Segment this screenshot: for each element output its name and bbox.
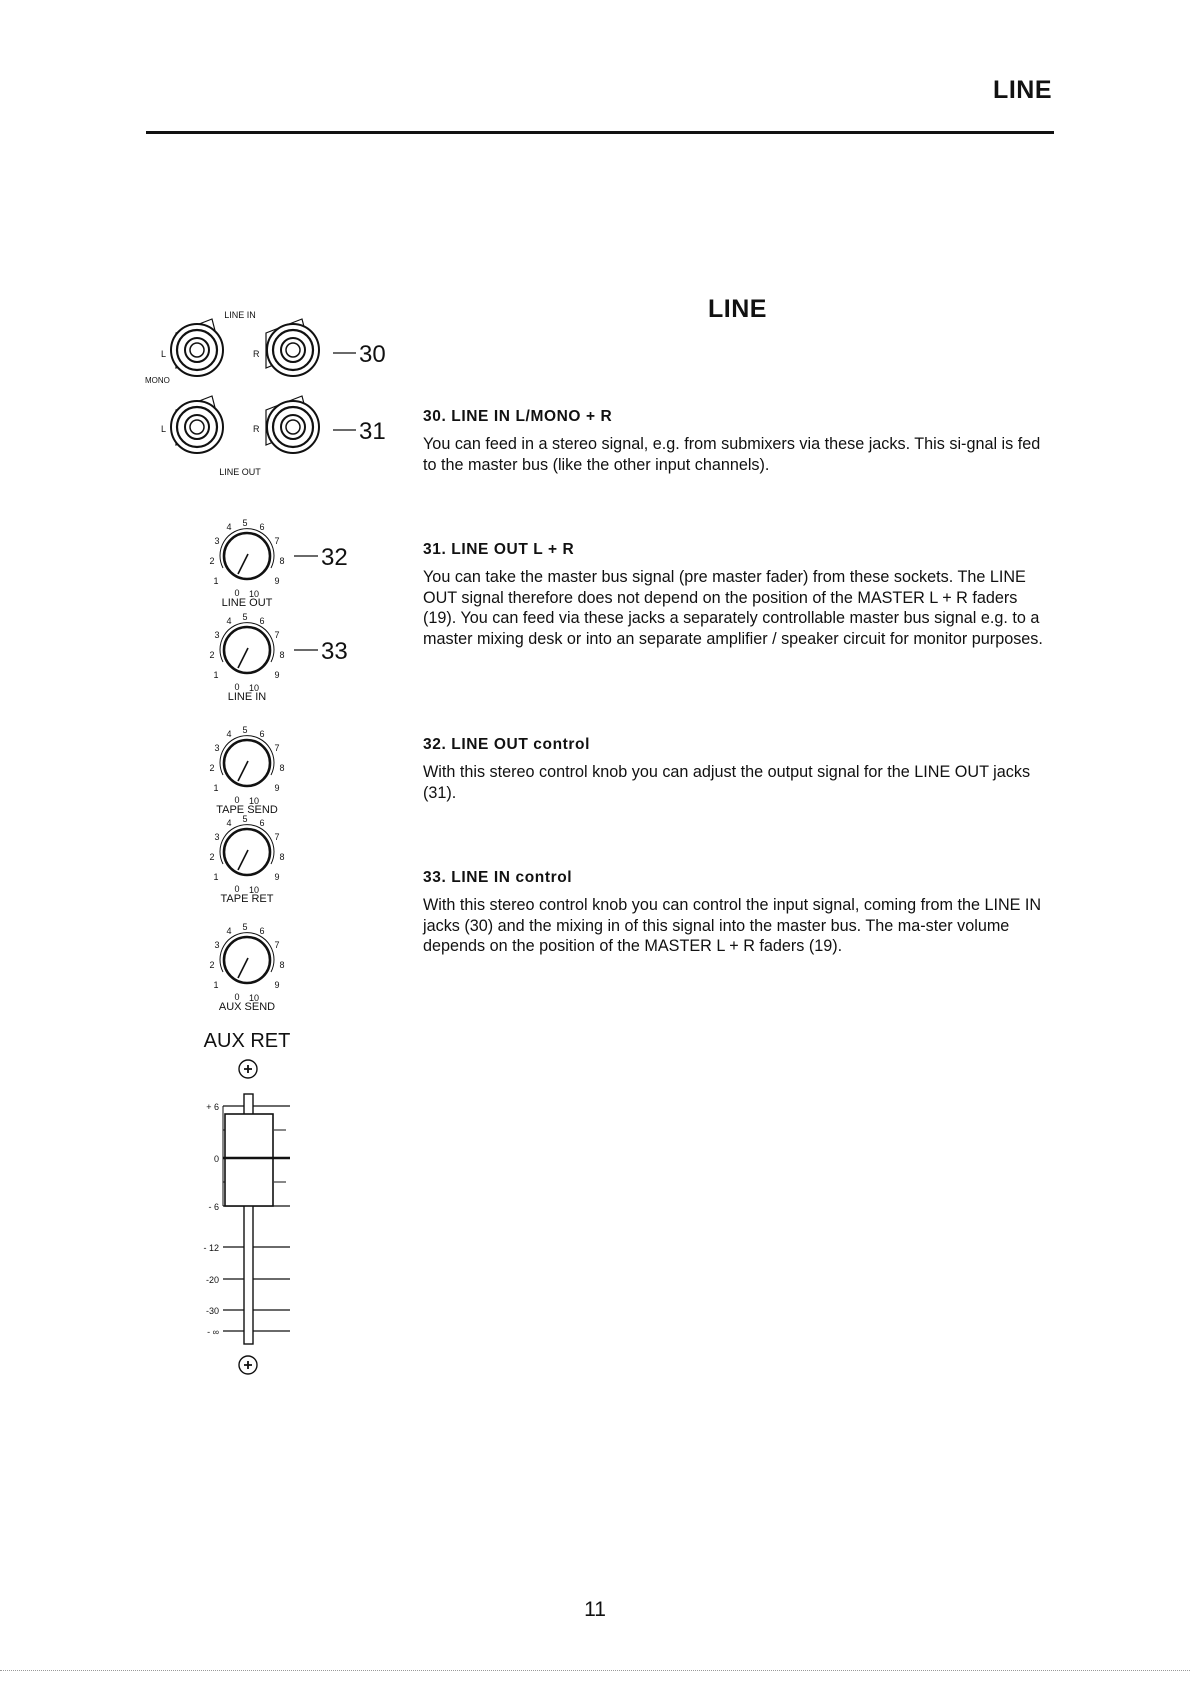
- knob-tape-send: [209, 725, 284, 816]
- knob-scale-number: 6: [259, 616, 265, 626]
- jack-label-left: L: [161, 349, 167, 359]
- fader-scale-minus6: - 6: [208, 1202, 219, 1212]
- knob-scale-number: 1: [213, 576, 219, 586]
- knob-scale-number: 8: [279, 852, 285, 862]
- item-heading: 32. LINE OUT control: [423, 736, 591, 753]
- fader-scale-minus12: - 12: [203, 1243, 219, 1253]
- knob-scale-number: 3: [214, 536, 220, 546]
- item-body: You can feed in a stereo signal, e.g. from submixers via these jacks. This si-gnal is fed to the master bus (like the other input channels).: [423, 435, 1041, 474]
- knob-scale-number: 10: [248, 993, 260, 1003]
- fader-scale-0: 0: [213, 1154, 219, 1164]
- knob-scale-number: 8: [279, 763, 285, 773]
- item-body: With this stereo control knob you can adjust the output signal for the LINE OUT jacks (31).: [423, 763, 1031, 802]
- knob-scale-number: 3: [214, 940, 220, 950]
- knob-scale-number: 0: [234, 795, 240, 805]
- knob-scale-number: 8: [279, 650, 285, 660]
- item-body: You can take the master bus signal (pre master fader) from these sockets. The LINE OUT signal therefore does not depend on the position of the MASTER L + R faders (19). You can feed via these jacks a separately controllable master bus signal e.g. to a master mixing desk or into an separate amplifier / speaker circuit for monitor purposes.: [423, 568, 1043, 648]
- fader-scale-plus6: + 6: [206, 1102, 219, 1112]
- item-body: With this stereo control knob you can control the input signal, coming from the LINE IN jacks (30) and the mixing in of this signal into the master bus. The ma-ster volume depends on the position of the MASTER L + R faders (19).: [423, 896, 1042, 955]
- item-heading: 33. LINE IN control: [423, 869, 573, 886]
- mixer-panel-diagram: [0, 0, 420, 1400]
- knob-scale-number: 10: [248, 796, 260, 806]
- knob-scale-number: 6: [259, 926, 265, 936]
- jack-line-in-right: [266, 319, 319, 376]
- knob-tape-ret: [209, 814, 284, 905]
- knob-line-in: [209, 612, 284, 703]
- knob-scale-number: 1: [213, 783, 219, 793]
- knob-scale-number: 2: [209, 556, 215, 566]
- screw-icon: [239, 1060, 257, 1078]
- knob-scale-number: 4: [226, 729, 232, 739]
- knob-scale-number: 4: [226, 926, 232, 936]
- fader-cap[interactable]: [225, 1114, 273, 1206]
- knob-scale-number: 0: [234, 884, 240, 894]
- knob-scale-number: 0: [234, 588, 240, 598]
- knob-scale-number: 9: [274, 872, 280, 882]
- callout-32: 32: [321, 544, 348, 571]
- header-title: LINE: [993, 76, 1052, 104]
- jack-line-out-left: [171, 396, 223, 453]
- knob-scale-number: 2: [209, 852, 215, 862]
- mono-label: MONO: [145, 376, 170, 385]
- line-out-jacks-label: LINE OUT: [219, 467, 261, 477]
- item-33: [423, 869, 1053, 957]
- item-31: [423, 541, 1053, 649]
- fader-scale-minus-inf: - ∞: [207, 1327, 219, 1337]
- knob-scale-number: 1: [213, 980, 219, 990]
- knob-line-out: [209, 518, 284, 609]
- knob-scale-number: 5: [242, 922, 248, 932]
- knob-scale-number: 10: [248, 885, 260, 895]
- knob-scale-number: 5: [242, 814, 248, 824]
- fader-scale-minus20: -20: [205, 1275, 219, 1285]
- knob-label-tape-send: TAPE SEND: [216, 804, 278, 816]
- knob-label-line-out: LINE OUT: [221, 597, 273, 609]
- knob-scale-number: 0: [234, 992, 240, 1002]
- knob-scale-number: 3: [214, 832, 220, 842]
- jack-label-left: L: [161, 424, 167, 434]
- jack-label-right: R: [253, 349, 260, 359]
- aux-ret-label: AUX RET: [203, 1030, 291, 1052]
- knob-scale-number: 2: [209, 960, 215, 970]
- knob-scale-number: 6: [259, 729, 265, 739]
- knob-scale-number: 6: [259, 818, 265, 828]
- screw-icon: [239, 1356, 257, 1374]
- knob-scale-number: 2: [209, 650, 215, 660]
- knob-scale-number: 4: [226, 522, 232, 532]
- jack-label-right: R: [253, 424, 260, 434]
- knob-label-aux-send: AUX SEND: [218, 1001, 276, 1013]
- knob-scale-number: 7: [274, 630, 280, 640]
- knob-scale-number: 8: [279, 556, 285, 566]
- knob-scale-number: 9: [274, 980, 280, 990]
- knob-scale-number: 10: [248, 589, 260, 599]
- knob-scale-number: 7: [274, 940, 280, 950]
- callout-30: 30: [359, 341, 386, 368]
- callout-31: 31: [359, 418, 386, 445]
- section-title: LINE: [708, 295, 767, 323]
- knob-scale-number: 9: [274, 783, 280, 793]
- jack-line-in-left: [171, 319, 223, 376]
- knob-aux-send: [209, 922, 284, 1013]
- item-heading: 31. LINE OUT L + R: [423, 541, 575, 558]
- page-bottom-edge: [0, 1670, 1190, 1671]
- knob-scale-number: 4: [226, 616, 232, 626]
- knob-scale-number: 7: [274, 743, 280, 753]
- knob-label-line-in: LINE IN: [227, 691, 267, 703]
- item-30: [423, 408, 1053, 475]
- knob-scale-number: 9: [274, 670, 280, 680]
- jack-line-out-right: [266, 396, 319, 453]
- knob-scale-number: 10: [248, 683, 260, 693]
- page-number: 11: [584, 1598, 606, 1621]
- knob-scale-number: 1: [213, 872, 219, 882]
- item-32: [423, 736, 1053, 803]
- line-in-jacks-label: LINE IN: [224, 310, 256, 320]
- knob-scale-number: 7: [274, 536, 280, 546]
- knob-scale-number: 5: [242, 518, 248, 528]
- knob-scale-number: 3: [214, 743, 220, 753]
- item-heading: 30. LINE IN L/MONO + R: [423, 408, 613, 425]
- knob-label-tape-ret: TAPE RET: [220, 893, 274, 905]
- knob-scale-number: 9: [274, 576, 280, 586]
- knob-scale-number: 4: [226, 818, 232, 828]
- knob-scale-number: 2: [209, 763, 215, 773]
- knob-scale-number: 0: [234, 682, 240, 692]
- knob-scale-number: 7: [274, 832, 280, 842]
- knob-scale-number: 5: [242, 612, 248, 622]
- knob-scale-number: 1: [213, 670, 219, 680]
- knob-scale-number: 6: [259, 522, 265, 532]
- knob-scale-number: 3: [214, 630, 220, 640]
- callout-33: 33: [321, 638, 348, 665]
- knob-scale-number: 8: [279, 960, 285, 970]
- fader-scale-minus30: -30: [205, 1306, 219, 1316]
- knob-scale-number: 5: [242, 725, 248, 735]
